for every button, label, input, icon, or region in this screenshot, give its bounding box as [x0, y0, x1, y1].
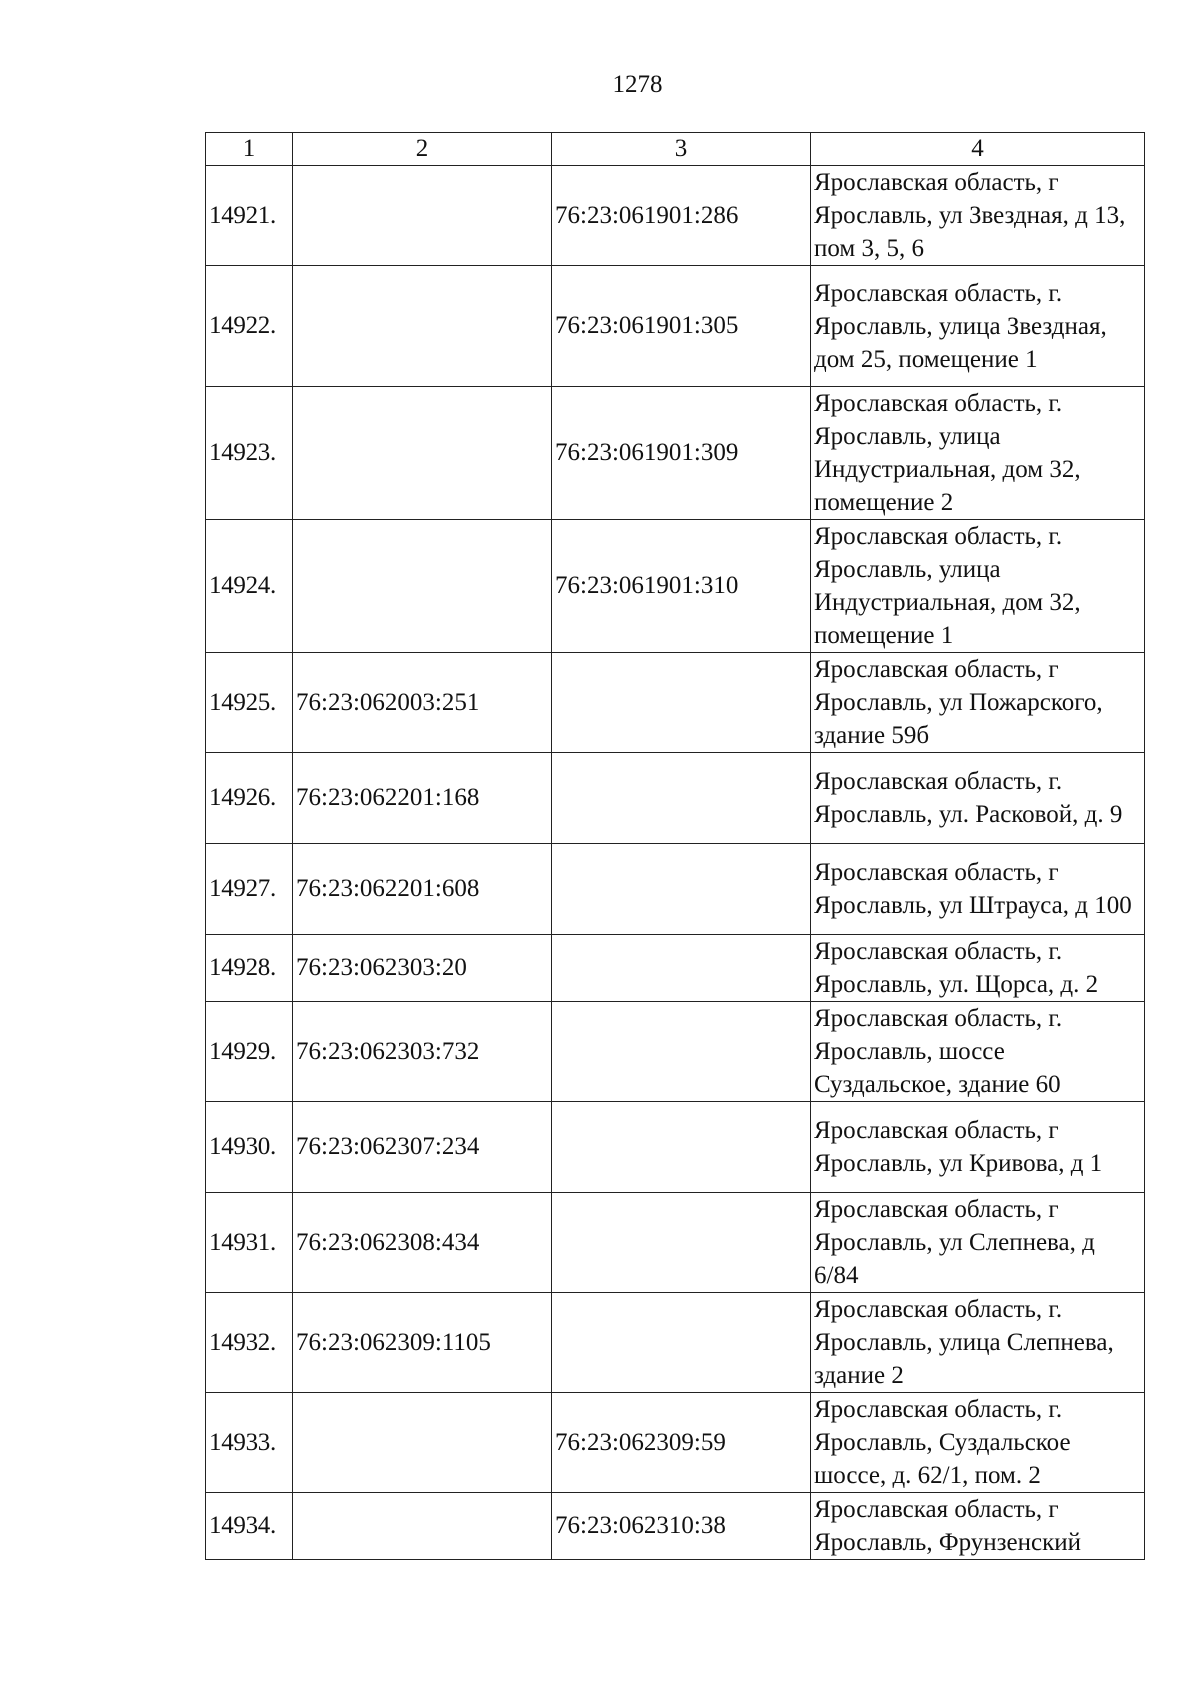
page-number: 1278: [612, 71, 663, 98]
table-row: [206, 166, 1145, 266]
cadastral-number-3: [552, 935, 811, 1002]
cadastral-number-2: [293, 1393, 552, 1493]
address: Ярославская область, г. Ярославль, ул. Расковой, д. 9: [811, 753, 1145, 844]
cadastral-number-3: [552, 1102, 811, 1193]
address: Ярославская область, г. Ярославль, улица Слепнева, здание 2: [811, 1293, 1145, 1393]
row-number: 14932.: [206, 1293, 293, 1393]
row-number: 14930.: [206, 1102, 293, 1193]
address: Ярославская область, г Ярославль, ул Штрауса, д 100: [811, 844, 1145, 935]
registry-table: [205, 132, 1145, 1560]
cadastral-number-2: 76:23:062201:608: [293, 844, 552, 935]
address: Ярославская область, г. Ярославль, улица Индустриальная, дом 32, помещение 1: [811, 520, 1145, 653]
table-row: [206, 387, 1145, 520]
cadastral-number-2: 76:23:062307:234: [293, 1102, 552, 1193]
row-number: 14921.: [206, 166, 293, 266]
cadastral-number-3: 76:23:061901:309: [552, 387, 811, 520]
table-row: [206, 1102, 1145, 1193]
column-header: 1: [206, 133, 293, 166]
cadastral-number-2: 76:23:062308:434: [293, 1193, 552, 1293]
address: Ярославская область, г. Ярославль, ул. Щорса, д. 2: [811, 935, 1145, 1002]
address: Ярославская область, г. Ярославль, Суздальское шоссе, д. 62/1, пом. 2: [811, 1393, 1145, 1493]
address: Ярославская область, г Ярославль, ул Кривова, д 1: [811, 1102, 1145, 1193]
row-number: 14925.: [206, 653, 293, 753]
row-number: 14934.: [206, 1493, 293, 1560]
cadastral-number-2: 76:23:062309:1105: [293, 1293, 552, 1393]
table-row: [206, 844, 1145, 935]
cadastral-number-3: 76:23:061901:305: [552, 266, 811, 387]
cadastral-number-2: 76:23:062303:20: [293, 935, 552, 1002]
header-row: [206, 133, 1145, 166]
row-number: 14926.: [206, 753, 293, 844]
cadastral-number-2: [293, 166, 552, 266]
cadastral-number-2: [293, 520, 552, 653]
cadastral-number-2: 76:23:062303:732: [293, 1002, 552, 1102]
table-row: [206, 266, 1145, 387]
cadastral-number-3: [552, 1002, 811, 1102]
address: Ярославская область, г. Ярославль, улица Звездная, дом 25, помещение 1: [811, 266, 1145, 387]
address: Ярославская область, г Ярославль, ул Слепнева, д 6/84: [811, 1193, 1145, 1293]
row-number: 14931.: [206, 1193, 293, 1293]
address: Ярославская область, г Ярославль, Фрунзенский: [811, 1493, 1145, 1560]
cadastral-number-2: 76:23:062201:168: [293, 753, 552, 844]
cadastral-number-2: [293, 1493, 552, 1560]
table-row: [206, 653, 1145, 753]
cadastral-number-3: [552, 844, 811, 935]
address: Ярославская область, г. Ярославль, улица Индустриальная, дом 32, помещение 2: [811, 387, 1145, 520]
column-header: 2: [293, 133, 552, 166]
row-number: 14922.: [206, 266, 293, 387]
column-header: 4: [811, 133, 1145, 166]
cadastral-number-3: [552, 1293, 811, 1393]
table-row: [206, 935, 1145, 1002]
table-row: [206, 1493, 1145, 1560]
row-number: 14927.: [206, 844, 293, 935]
cadastral-number-2: 76:23:062003:251: [293, 653, 552, 753]
table-row: [206, 1293, 1145, 1393]
cadastral-number-3: 76:23:062309:59: [552, 1393, 811, 1493]
address: Ярославская область, г. Ярославль, шоссе Суздальское, здание 60: [811, 1002, 1145, 1102]
cadastral-number-3: 76:23:061901:310: [552, 520, 811, 653]
table-row: [206, 520, 1145, 653]
address: Ярославская область, г Ярославль, ул Пожарского, здание 59б: [811, 653, 1145, 753]
row-number: 14929.: [206, 1002, 293, 1102]
cadastral-number-3: [552, 1193, 811, 1293]
table-row: [206, 1193, 1145, 1293]
cadastral-number-3: 76:23:061901:286: [552, 166, 811, 266]
address: Ярославская область, г Ярославль, ул Звездная, д 13, пом 3, 5, 6: [811, 166, 1145, 266]
table-row: [206, 1393, 1145, 1493]
cadastral-number-2: [293, 266, 552, 387]
row-number: 14923.: [206, 387, 293, 520]
row-number: 14928.: [206, 935, 293, 1002]
table-row: [206, 1002, 1145, 1102]
cadastral-number-3: 76:23:062310:38: [552, 1493, 811, 1560]
table-row: [206, 753, 1145, 844]
row-number: 14933.: [206, 1393, 293, 1493]
cadastral-number-3: [552, 753, 811, 844]
cadastral-number-3: [552, 653, 811, 753]
cadastral-number-2: [293, 387, 552, 520]
row-number: 14924.: [206, 520, 293, 653]
column-header: 3: [552, 133, 811, 166]
